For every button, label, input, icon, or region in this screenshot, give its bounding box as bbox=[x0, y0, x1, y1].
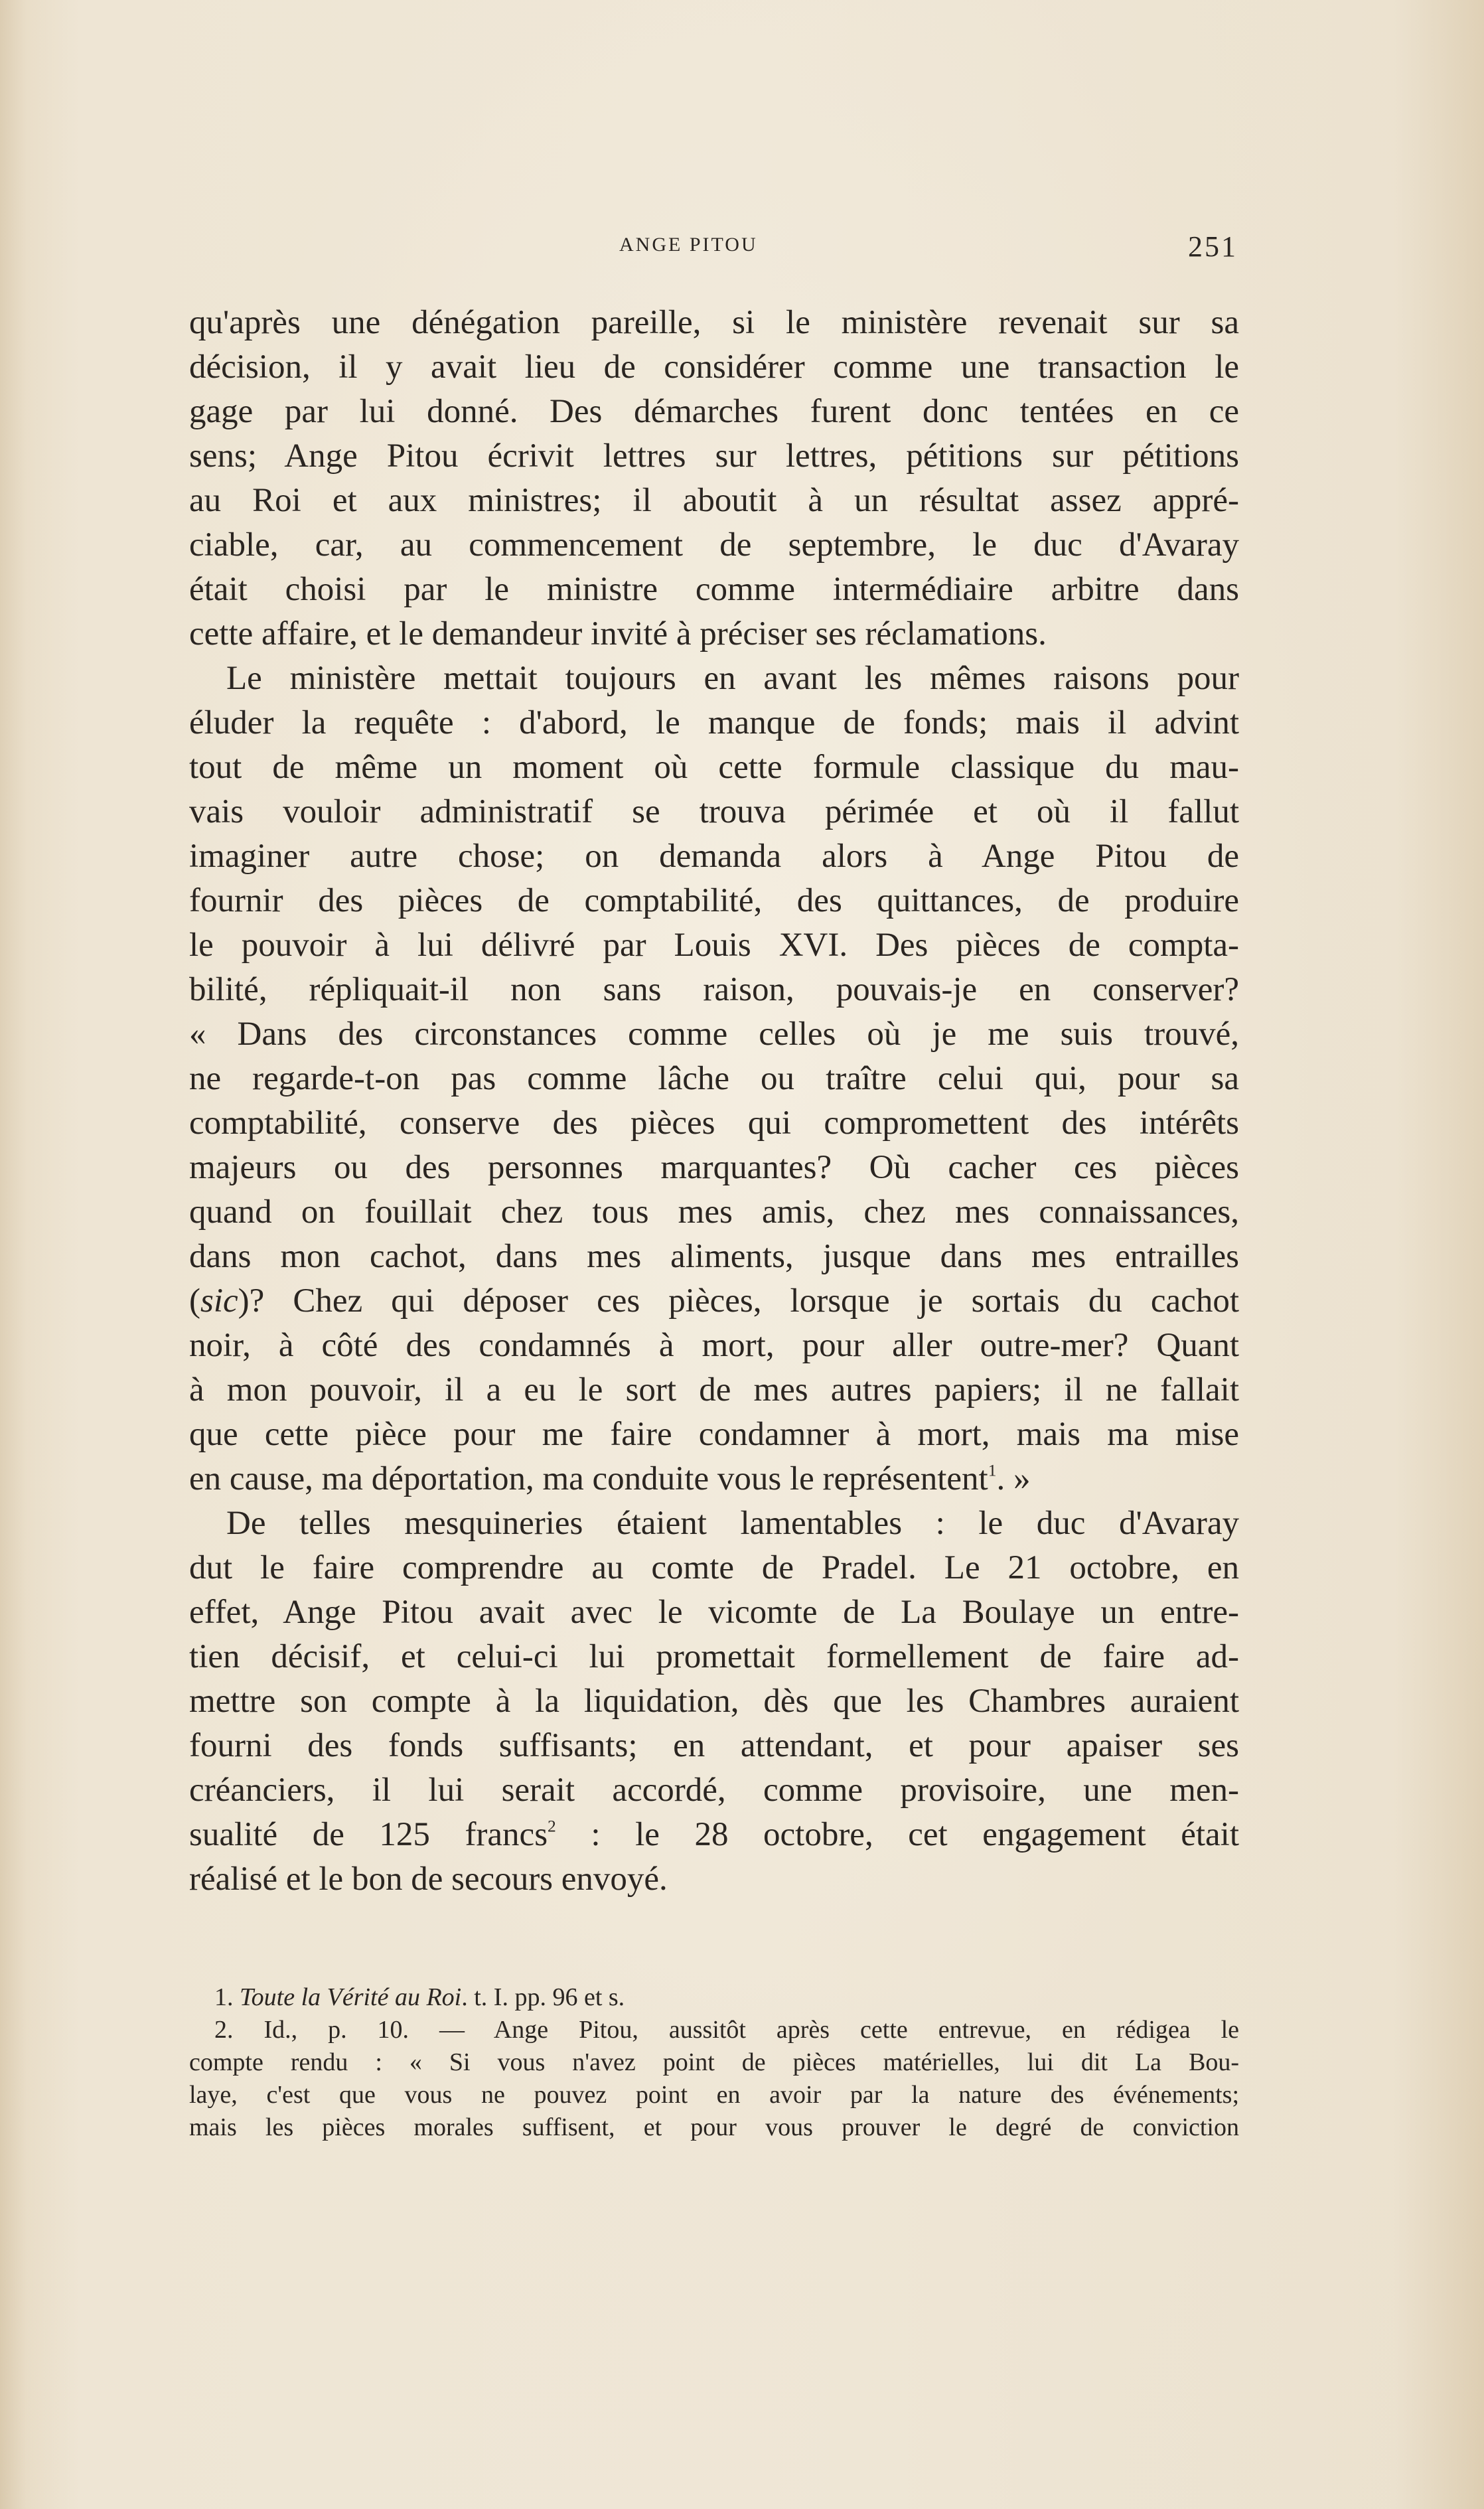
body-line: fournir des pièces de comptabilité, des quittances, de produire bbox=[189, 882, 1239, 919]
footnote-line: laye, c'est que vous ne pouvez point en avoir par la nature des événements; bbox=[189, 2081, 1239, 2109]
quote-line: en cause, ma déportation, ma conduite vous le représentent$^1$. » bbox=[189, 1460, 1031, 1497]
footnote-line: compte rendu : « Si vous n'avez point de pièces matérielles, lui dit La Bou- bbox=[189, 2048, 1239, 2076]
body-line: décision, il y avait lieu de considérer comme une transaction le bbox=[189, 348, 1239, 386]
body-line: gage par lui donné. Des démarches furent donc tentées en ce bbox=[189, 393, 1239, 430]
body-line: imaginer autre chose; on demanda alors à Ange Pitou de bbox=[189, 838, 1239, 875]
quote-line: majeurs ou des personnes marquantes? Où cacher ces pièces bbox=[189, 1149, 1239, 1186]
body-line: effet, Ange Pitou avait avec le vicomte de La Boulaye un entre- bbox=[189, 1594, 1239, 1631]
quote-line: dans mon cachot, dans mes aliments, jusque dans mes entrailles bbox=[189, 1238, 1239, 1275]
quote-line: (sic)? Chez qui déposer ces pièces, lorsque je sortais du cachot bbox=[189, 1282, 1239, 1320]
paragraph-start: Le ministère mettait toujours en avant les mêmes raisons pour bbox=[226, 660, 1239, 697]
body-line: bilité, répliquait-il non sans raison, pouvais-je en conserver? bbox=[189, 971, 1239, 1008]
running-head bbox=[189, 230, 1238, 263]
quote-line: que cette pièce pour me faire condamner à mort, mais ma mise bbox=[189, 1416, 1239, 1453]
footnote-ref-1[interactable]: 1 bbox=[988, 1460, 997, 1480]
body-line: qu'après une dénégation pareille, si le ministère revenait sur sa bbox=[189, 304, 1239, 341]
body-line: ciable, car, au commencement de septembre, le duc d'Avaray bbox=[189, 526, 1239, 564]
sic-italic: sic bbox=[200, 1282, 238, 1320]
page-number: 251 bbox=[1188, 230, 1238, 263]
paragraph-start: De telles mesquineries étaient lamentables : le duc d'Avaray bbox=[226, 1505, 1239, 1542]
body-line: tout de même un moment où cette formule classique du mau- bbox=[189, 749, 1239, 786]
quote-line: comptabilité, conserve des pièces qui compromettent des intérêts bbox=[189, 1104, 1239, 1142]
cited-title: Toute la Vérité au Roi bbox=[240, 1983, 462, 2011]
footnote-ref-2[interactable]: 2 bbox=[548, 1816, 556, 1836]
body-line: réalisé et le bon de secours envoyé. bbox=[189, 1861, 668, 1898]
body-line: tien décisif, et celui-ci lui promettait formellement de faire ad- bbox=[189, 1638, 1239, 1675]
footnote-line: mais les pièces morales suffisent, et pour vous prouver le degré de conviction bbox=[189, 2113, 1239, 2141]
body-line: le pouvoir à lui délivré par Louis XVI. Des pièces de compta- bbox=[189, 927, 1239, 964]
quote-line: ne regarde-t-on pas comme lâche ou traître celui qui, pour sa bbox=[189, 1060, 1239, 1097]
body-line: créanciers, il lui serait accordé, comme provisoire, une men- bbox=[189, 1772, 1239, 1809]
body-text bbox=[189, 301, 1239, 1902]
body-line: éluder la requête : d'abord, le manque de fonds; mais il advint bbox=[189, 704, 1239, 741]
body-line: au Roi et aux ministres; il aboutit à un résultat assez appré- bbox=[189, 482, 1239, 519]
body-line: cette affaire, et le demandeur invité à préciser ses réclamations. bbox=[189, 615, 1047, 652]
footnote-1: 1. Toute la Vérité au Roi. t. I. pp. 96 et s. bbox=[214, 1983, 625, 2011]
body-line: fourni des fonds suffisants; en attendant, et pour apaiser ses bbox=[189, 1727, 1239, 1764]
body-line: mettre son compte à la liquidation, dès que les Chambres auraient bbox=[189, 1683, 1239, 1720]
quote-line: quand on fouillait chez tous mes amis, chez mes connaissances, bbox=[189, 1193, 1239, 1231]
quote-line: « Dans des circonstances comme celles où je me suis trouvé, bbox=[189, 1016, 1239, 1053]
footnote-2: 2. Id., p. 10. — Ange Pitou, aussitôt après cette entrevue, en rédigea le bbox=[214, 2016, 1239, 2044]
quote-line: noir, à côté des condamnés à mort, pour aller outre-mer? Quant bbox=[189, 1327, 1239, 1364]
body-line: sualité de 125 francs$^2$ : le 28 octobre, cet engagement était bbox=[189, 1816, 1239, 1853]
body-line: dut le faire comprendre au comte de Pradel. Le 21 octobre, en bbox=[189, 1549, 1239, 1586]
body-line: sens; Ange Pitou écrivit lettres sur lettres, pétitions sur pétitions bbox=[189, 437, 1239, 475]
footnotes bbox=[189, 1981, 1239, 2144]
body-line: était choisi par le ministre comme intermédiaire arbitre dans bbox=[189, 571, 1239, 608]
quote-line: à mon pouvoir, il a eu le sort de mes autres papiers; il ne fallait bbox=[189, 1371, 1239, 1408]
body-line: vais vouloir administratif se trouva périmée et où il fallut bbox=[189, 793, 1239, 830]
running-title: ANGE PITOU bbox=[619, 234, 758, 256]
